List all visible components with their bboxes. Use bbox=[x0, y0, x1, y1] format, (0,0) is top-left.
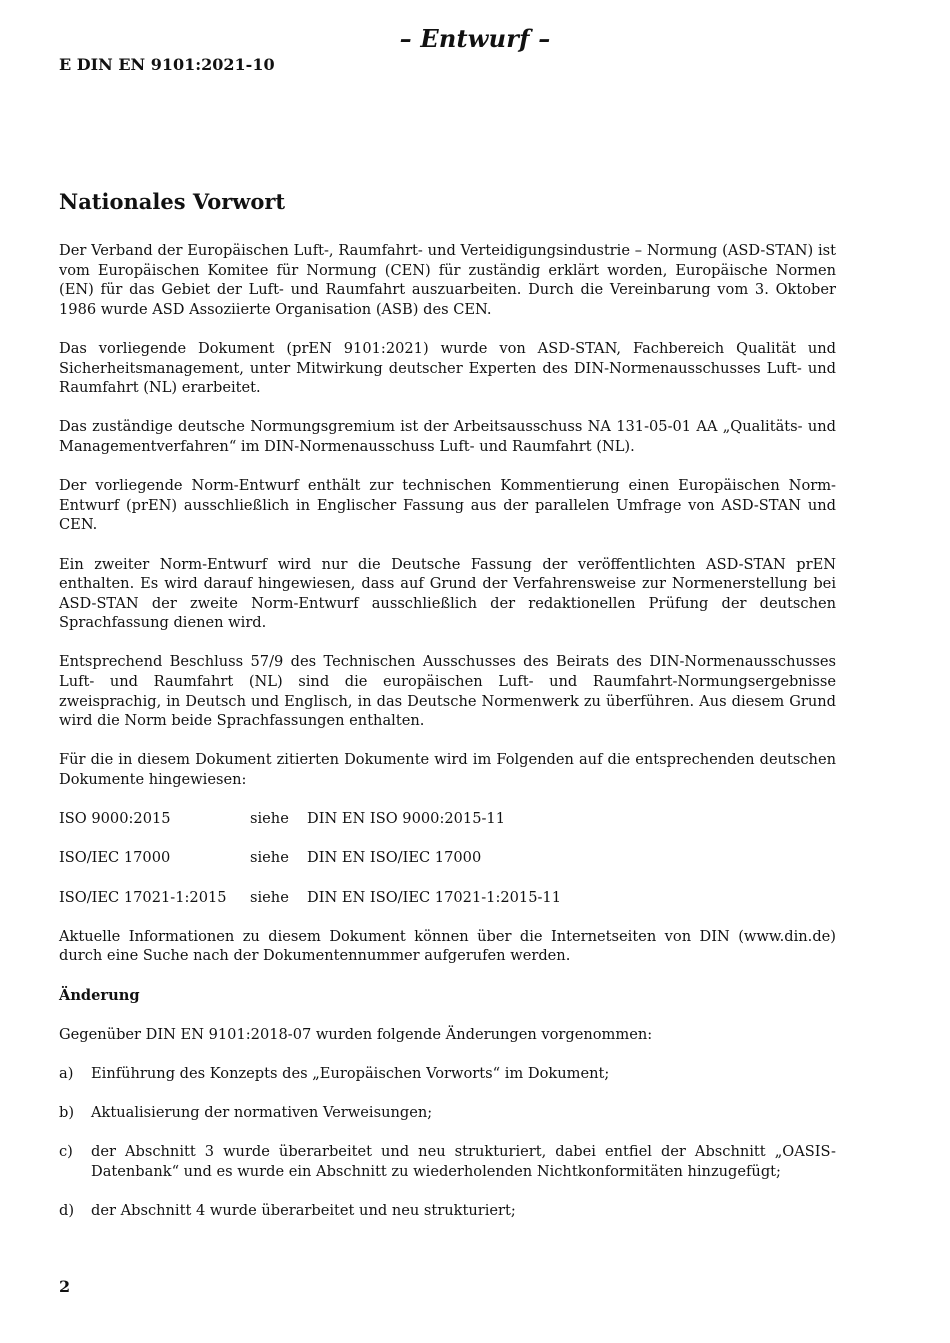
paragraph: Ein zweiter Norm-Entwurf wird nur die Deutsche Fassung der veröffentlichten ASD-STAN prEN enthalten. Es wird darauf hingewiesen, dass auf Grund der Verfahrensweise zur Normenerstellung bei ASD-STAN der zweite Norm-Entwurf ausschließlich der redaktionellen Prüfung der deutschen Sprachfassung dienen wird. bbox=[59, 555, 836, 632]
paragraph: Das vorliegende Dokument (prEN 9101:2021) wurde von ASD-STAN, Fachbereich Qualität und Sicherheitsmanagement, unter Mitwirkung deutscher Experten des DIN-Normenausschusses Luft- und Raumfahrt (NL) erarbeitet. bbox=[59, 339, 836, 397]
paragraph: Der Verband der Europäischen Luft-, Raumfahrt- und Verteidigungsindustrie – Normung (ASD-STAN) ist vom Europäischen Komitee für Normung (CEN) für zuständig erklärt worden, Europäische Normen (EN) für das Gebiet der Luft- und Raumfahrt auszuarbeiten. Durch die Vereinbarung vom 3. Oktober 1986 wurde ASD Assoziierte Organisation (ASB) des CEN. bbox=[59, 242, 836, 318]
changes-intro: Gegenüber DIN EN 9101:2018-07 wurden folgende Änderungen vorgenommen: bbox=[59, 1025, 653, 1043]
reference-see: siehe bbox=[250, 849, 289, 867]
reference-see: siehe bbox=[250, 888, 289, 906]
list-text: Einführung des Konzepts des „Europäischen Vorworts“ im Dokument; bbox=[91, 1064, 610, 1082]
reference-target: DIN EN ISO/IEC 17000 bbox=[307, 849, 482, 867]
info-paragraph: Aktuelle Informationen zu diesem Dokument können über die Internetseiten von DIN (www.din.de) durch eine Suche nach der Dokumentennummer aufgerufen werden. bbox=[59, 927, 836, 965]
list-marker: d) bbox=[59, 1202, 75, 1220]
reference-row bbox=[59, 848, 836, 868]
document-id: E DIN EN 9101:2021-10 bbox=[59, 55, 275, 74]
reference-see: siehe bbox=[250, 810, 289, 828]
section-title: Nationales Vorwort bbox=[59, 189, 286, 214]
reference-target: DIN EN ISO/IEC 17021-1:2015-11 bbox=[307, 888, 562, 906]
page-number: 2 bbox=[59, 1277, 71, 1296]
paragraph: Für die in diesem Dokument zitierten Dokumente wird im Folgenden auf die entsprechenden deutschen Dokumente hingewiesen: bbox=[59, 751, 836, 789]
paragraph: Entsprechend Beschluss 57/9 des Technischen Ausschusses des Beirats des DIN-Normenausschusses Luft- und Raumfahrt (NL) sind die europäischen Luft- und Raumfahrt-Normungsergebnisse zweisprachig, in Deutsch und Englisch, in das Deutsche Normenwerk zu überführen. Aus diesem Grund wird die Norm beide Sprachfassungen enthalten. bbox=[59, 653, 836, 730]
draft-label: – Entwurf – bbox=[399, 24, 551, 53]
reference-target: DIN EN ISO 9000:2015-11 bbox=[307, 810, 505, 828]
reference-row bbox=[59, 888, 836, 908]
page-content bbox=[59, 188, 836, 1240]
paragraph: Das zuständige deutsche Normungsgremium ist der Arbeitsausschuss NA 131-05-01 AA „Qualitäts- und Managementverfahren“ im DIN-Normenausschuss Luft- und Raumfahrt (NL). bbox=[59, 418, 836, 455]
change-item bbox=[59, 1142, 836, 1181]
reference-row bbox=[59, 809, 836, 829]
list-text: der Abschnitt 4 wurde überarbeitet und neu strukturiert; bbox=[91, 1202, 516, 1220]
paragraph: Der vorliegende Norm-Entwurf enthält zur technischen Kommentierung einen Europäischen Norm-Entwurf (prEN) ausschließlich in Englischer Fassung aus der parallelen Umfrage von ASD-STAN und CEN. bbox=[59, 477, 836, 534]
change-item bbox=[59, 1064, 836, 1084]
list-marker: a) bbox=[59, 1064, 74, 1082]
changes-heading: Änderung bbox=[59, 986, 140, 1004]
change-item bbox=[59, 1201, 836, 1221]
reference-doc: ISO/IEC 17021-1:2015 bbox=[59, 888, 227, 906]
list-text: der Abschnitt 3 wurde überarbeitet und neu strukturiert, dabei entfiel der Abschnitt „OASIS-Datenbank“ und es wurde ein Abschnitt zu wiederholenden Nichtkonformitäten hinzugefügt; bbox=[91, 1143, 836, 1180]
change-item bbox=[59, 1103, 836, 1123]
list-marker: c) bbox=[59, 1143, 73, 1161]
list-marker: b) bbox=[59, 1104, 75, 1122]
reference-doc: ISO/IEC 17000 bbox=[59, 849, 171, 867]
list-text: Aktualisierung der normativen Verweisungen; bbox=[91, 1104, 433, 1122]
reference-doc: ISO 9000:2015 bbox=[59, 810, 171, 828]
